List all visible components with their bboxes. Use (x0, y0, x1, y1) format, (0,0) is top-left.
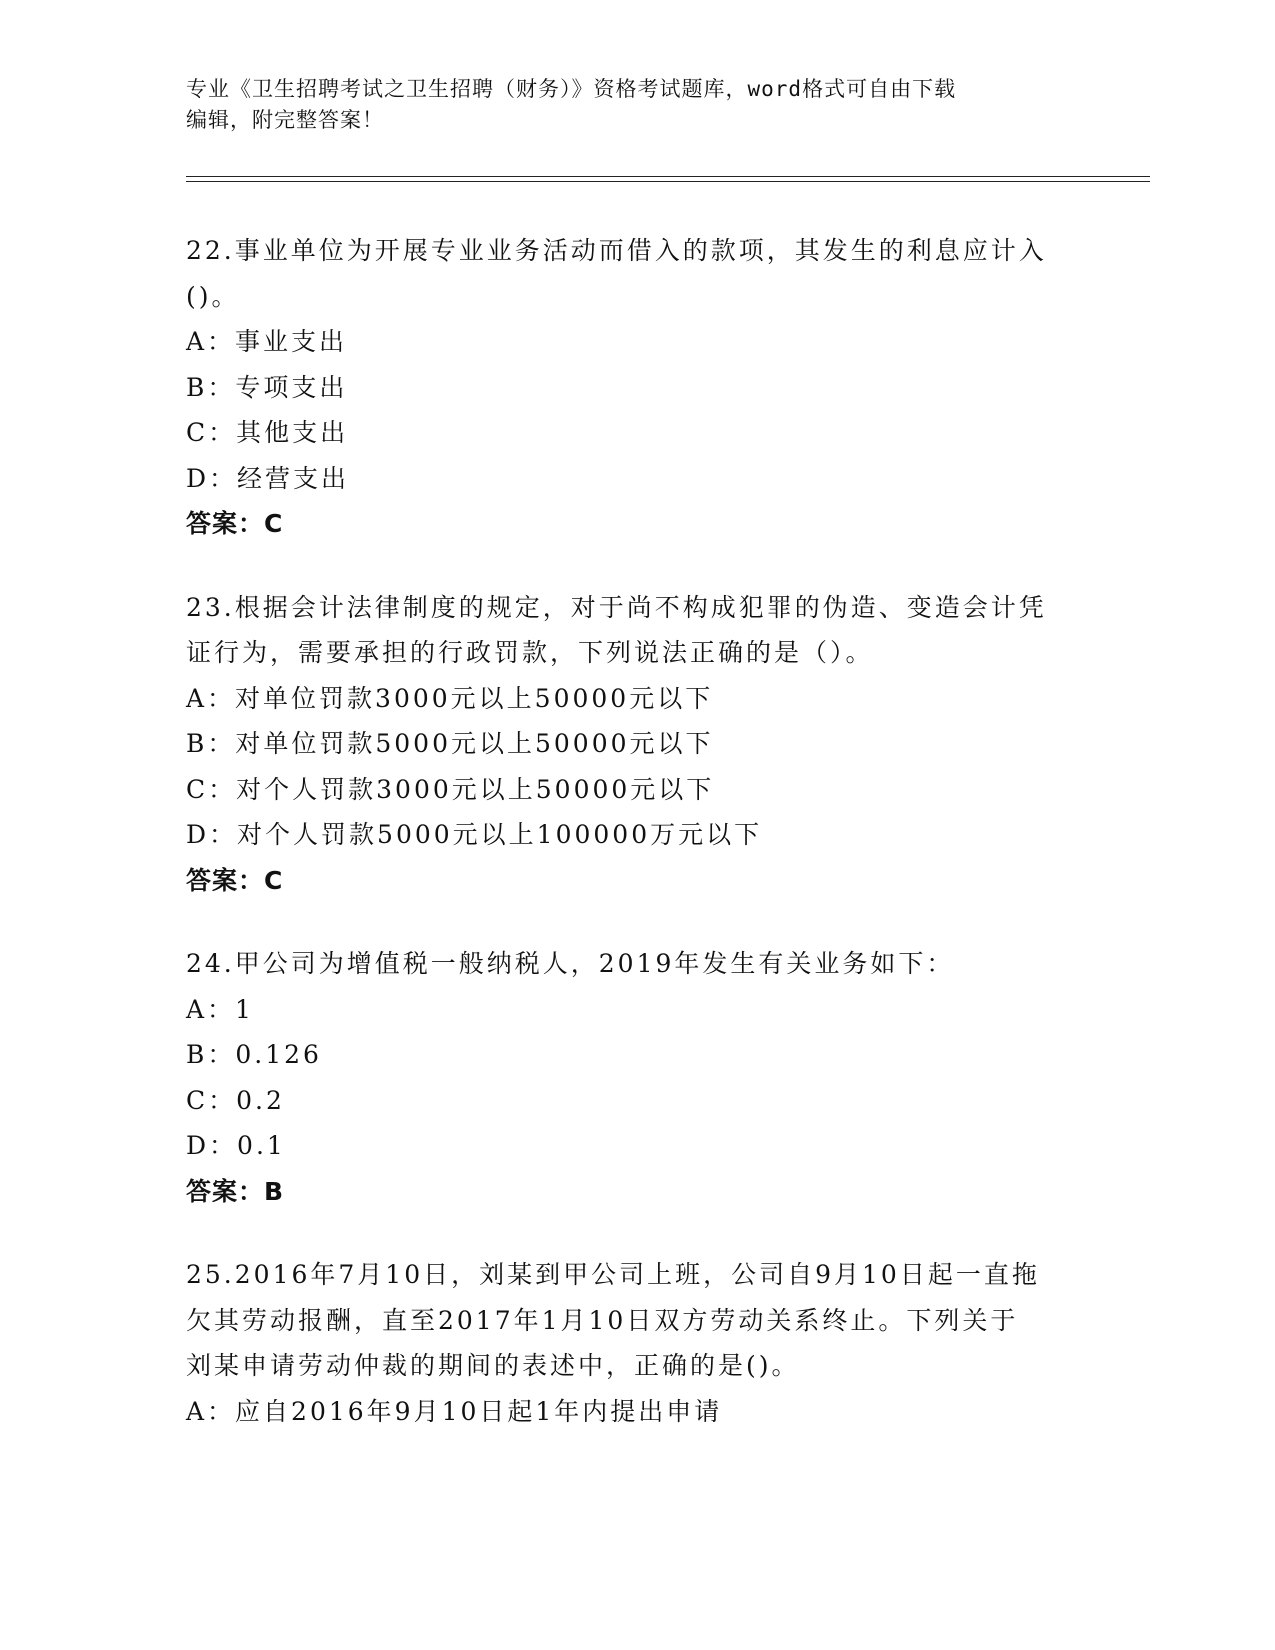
option-b: B：0.126 (186, 1040, 322, 1069)
header-divider (186, 176, 1150, 177)
header-line: 专业《卫生招聘考试之卫生招聘（财务）》资格考试题库，word格式可自由下载 (186, 77, 957, 101)
option-c: C：对个人罚款3000元以上50000元以下 (186, 774, 715, 804)
question-text: 欠其劳动报酬，直至2017年1月10日双方劳动关系终止。下列关于 (186, 1305, 1019, 1335)
option-d: D：经营支出 (186, 463, 350, 493)
header-line: 编辑，附完整答案！ (186, 108, 384, 132)
question-24 (186, 941, 1086, 1214)
question-text: 22.事业单位为开展专业业务活动而借入的款项，其发生的利息应计入 (186, 236, 1047, 265)
header-divider (186, 181, 1150, 182)
question-text: 刘某申请劳动仲裁的期间的表述中，正确的是()。 (186, 1351, 800, 1380)
answer-line: 答案：C (186, 865, 284, 895)
option-a: A：事业支出 (186, 327, 348, 356)
option-d: D：0.1 (186, 1131, 286, 1160)
option-b: B：对单位罚款5000元以上50000元以下 (186, 729, 714, 758)
option-a: A：对单位罚款3000元以上50000元以下 (186, 683, 714, 713)
option-c: C：0.2 (186, 1085, 285, 1115)
question-text: 证行为，需要承担的行政罚款，下列说法正确的是（）。 (186, 638, 874, 667)
question-text: 23.根据会计法律制度的规定，对于尚不构成犯罪的伪造、变造会计凭 (186, 592, 1047, 622)
option-a: A：1 (186, 994, 254, 1024)
question-23 (186, 585, 1086, 904)
question-22 (186, 228, 1086, 547)
answer-line: 答案：C (186, 509, 284, 538)
option-b: B：专项支出 (186, 372, 348, 402)
option-d: D：对个人罚款5000元以上100000万元以下 (186, 820, 763, 849)
answer-line: 答案：B (186, 1176, 285, 1206)
question-text: 25.2016年7月10日，刘某到甲公司上班，公司自9月10日起一直拖 (186, 1260, 1040, 1289)
question-text: ()。 (186, 281, 240, 311)
question-list (186, 228, 1086, 1472)
question-text: 24.甲公司为增值税一般纳税人，2019年发生有关业务如下： (186, 949, 955, 978)
question-25 (186, 1252, 1086, 1434)
option-a: A：应自2016年9月10日起1年内提出申请 (186, 1396, 723, 1426)
option-c: C：其他支出 (186, 418, 349, 447)
page-header (186, 74, 1086, 136)
